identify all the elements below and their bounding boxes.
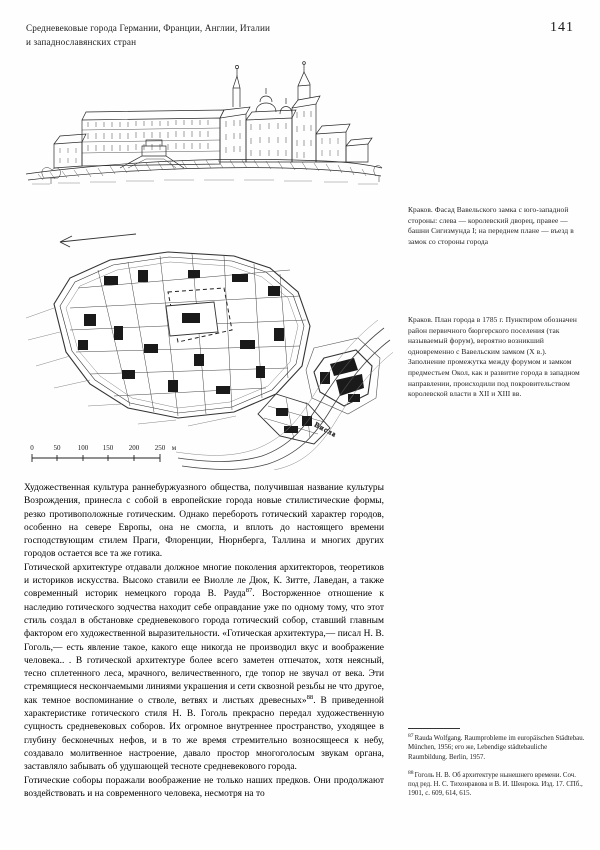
scale-tick-0: 0 (30, 444, 34, 452)
paragraph-3: Готические соборы поражали воображение не только наших предков. Они продолжают воздействовать и на современного человека, несмотря на то (24, 775, 384, 799)
footnote-ref-87[interactable]: 87 (245, 587, 253, 595)
running-head-line-1: Средневековые города Германии, Франции, Англии, Италии (26, 23, 271, 33)
footnote-87-text: Rauda Wolfgang. Raumprobleme im europäischen Städtebau. München, 1956; его же, Lebendige städtebauliche Raumbildung. Berlin, 1957. (408, 735, 585, 761)
scale-tick-50: 50 (53, 444, 61, 452)
footnote-87-mark: 87 (408, 732, 414, 739)
footnote-87 (408, 734, 588, 762)
river-label: Висла (313, 420, 339, 440)
caption-krakow-plan: Краков. План города в 1785 г. Пунктиром обозначен район первичного бюргерского поселения (так называемый форум), вероятно возникший одновременно с Вавельским замком (X в.). Заполнение промежутка между форумом и замком предместьем Окол, как и развитие города в западном направлении, происходили под покровительством королевской власти в XII и XIII вв. (408, 315, 580, 399)
figure-wawel-castle-facade (24, 58, 384, 186)
paragraph-2-part-a: Готической архитектуре отдавали должное многие поколения архитекторов, теоретиков и историков искусства. Высоко ставили ее Виолле ле Дюк, К. Зитте, Лаведан, а также современный историк немецкого города В. Рауда (24, 562, 384, 600)
footnote-88-text: Гоголь Н. В. Об архитектуре нынешнего времени. Соч. под ред. Н. С. Тихонравова и В. И. Шенрока. Изд. 17. СПб., 1901, с. 609, 614, 615. (408, 771, 583, 798)
caption-wawel-facade: Краков. Фасад Вавельского замка с юго-западной стороны: слева — королевский дворец, правее — башни Сигизмунда I; на переднем плане — въезд в замок со стороны города (408, 205, 574, 246)
paragraph-1: Художественная культура раннебуржуазного общества, получившая название культуры Возрождения, принесла с собой в европейские города новые стилистические формы, резко противоположные готическим. Однако перебороть готический характер городов, особенно на севере Европы, она не смогла, и вплоть до настоящего времени господствующим стилем Праги, Флоренции, Нюрнберга, Таллина и многих других городов остается все та же готика. (24, 483, 384, 560)
running-head (26, 22, 386, 49)
scale-tick-250: 250 (154, 444, 166, 452)
figure-krakow-city-plan (18, 208, 393, 470)
scale-tick-200: 200 (128, 444, 140, 452)
page-number: 141 (550, 20, 574, 35)
running-head-line-2: и западнославянских стран (26, 36, 137, 47)
scale-tick-150: 150 (102, 444, 114, 452)
paragraph-2 (24, 562, 384, 775)
scale-unit: м (171, 444, 177, 452)
footnote-ref-88[interactable]: 88 (306, 693, 314, 701)
map-scale-bar (32, 454, 160, 462)
footnote-88-mark: 88 (408, 769, 414, 776)
paragraph-2-part-b: . Восторженное отношение к наследию готического зодчества находит себе оправдание уже по одному тому, что этот стиль создал в обстановке средневекового города готический собор, ставший главным фактором его художественной выразительности. «Готическая архитектура,— писал Н. В. Гоголь,— есть явление такое, какого еще никогда не производил вкус и воображение человека.. . В готической архитектуре более всего заметен отпечаток, хотя неясный, тесно сплетенного леса, мрачного, величественного, где топор не звучал от века. Эти стремящиеся нескончаемыми линиями украшения и сети сквозной резьбы не что другое, как темное воспоминание о стволе, ветвях и листьях древесных» (24, 589, 384, 706)
footnote-88 (408, 771, 588, 799)
body-text (24, 482, 384, 801)
scale-tick-100: 100 (77, 444, 89, 452)
paragraph-2-part-c: . В приведенной характеристике готического стиля Н. В. Гоголь прекрасно передал художественную сущность средневековых соборов. Их огромное внутреннее пространство, уходящее в глубину бесконечных нефов, и в то же время стремительно возносящееся к небу, создавало молитвенное настроение, давало простор многоголосым звукам органа, заставляло забывать об удушающей тесноте средневекового города. (24, 695, 384, 773)
north-arrow (60, 234, 136, 247)
footnotes (408, 734, 588, 799)
footnote-separator (408, 728, 460, 729)
